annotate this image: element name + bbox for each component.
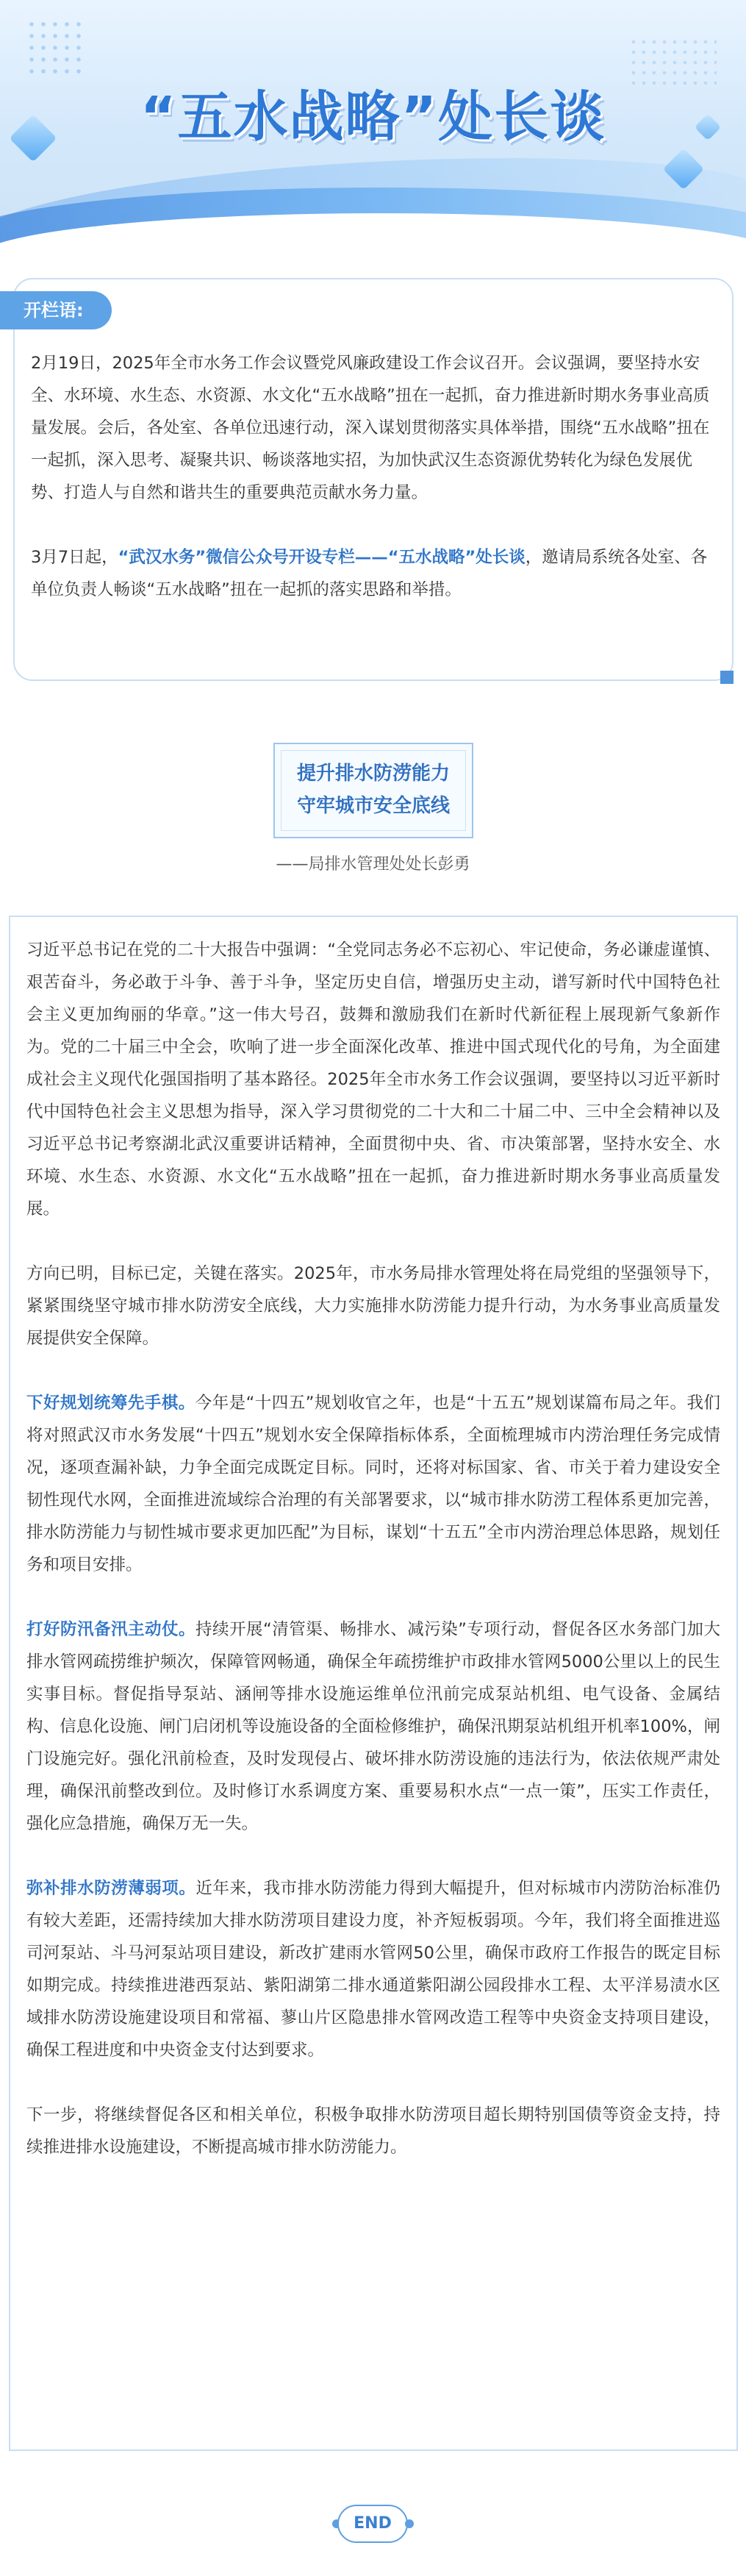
section-title-line: 提升排水防涝能力 bbox=[296, 763, 450, 785]
paragraph-text: 今年是“十四五”规划收官之年，也是“十五五”规划谋篇布局之年。我们将对照武汉市水务发展“十四五”规划水安全保障指标体系，全面梳理城市内涝治理任务完成情况，逐项查漏补缺，力争全面完成既定目标。同时，还将对标国家、省、市关于着力建设安全韧性现代水网，全面推进流域综合治理的有关部署要求，以“城市排水防涝工程体系更加完善，排水防涝能力与韧性城市要求更加匹配”为目标，谋划“十五五”全市内涝治理总体思路，规划任务和项目安排。 bbox=[26, 1394, 720, 1574]
decor-dot bbox=[405, 2519, 414, 2528]
decor-dots bbox=[26, 18, 85, 77]
article-paragraph: 方向已明，目标已定，关键在落实。2025年，市水务局排水管理处将在局党组的坚强领导下，紧紧围绕坚守城市排水防涝安全底线，大力实施排水防涝能力提升行动，为水务事业高质量发展提供安全保障。 bbox=[26, 1264, 720, 1348]
intro-body bbox=[31, 347, 720, 606]
decor-corner bbox=[720, 671, 734, 684]
article-paragraph bbox=[26, 1613, 720, 1840]
intro-tag: 开栏语: bbox=[0, 291, 112, 329]
end-badge: END bbox=[337, 2505, 408, 2543]
paragraph-lead: 打好防汛备汛主动仗。 bbox=[26, 1620, 196, 1639]
column-highlight: “武汉水务”微信公众号开设专栏——“五水战略”处长谈 bbox=[118, 548, 526, 567]
paragraph-lead: 下好规划统筹先手棋。 bbox=[26, 1394, 196, 1413]
paragraph-text: 持续开展“清管渠、畅排水、减污染”专项行动，督促各区水务部门加大排水管网疏捞维护频次，保障管网畅通，确保全年疏捞维护市政排水管网5000公里以上的民生实事目标。督促指导泵站、涵闸等排水设施运维单位汛前完成泵站机组、电气设备、金属结构、信息化设施、闸门启闭机等设施设备的全面检修维护，确保汛期泵站机组开机率100%，闸门设施完好。强化汛前检查，及时发现侵占、破坏排水防涝设施的违法行为，依法依规严肃处理，确保汛前整改到位。及时修订水系调度方案、重要易积水点“一点一策”，压实工作责任，强化应急措施，确保万无一失。 bbox=[26, 1620, 720, 1833]
paragraph-text: 近年来，我市排水防涝能力得到大幅提升，但对标城市内涝防治标准仍有较大差距，还需持续加大排水防涝项目建设力度，补齐短板弱项。今年，我们将全面推进巡司河泵站、斗马河泵站项目建设，新改扩建雨水管网50公里，确保市政府工作报告的既定目标如期完成。持续推进港西泵站、紫阳湖第二排水通道紫阳湖公园段排水工程、太平洋易渍水区域排水防涝设施建设项目和常福、蓼山片区隐患排水管网改造工程等中央资金支持项目建设，确保工程进度和中央资金支付达到要求。 bbox=[26, 1879, 720, 2060]
article-paragraph bbox=[26, 1872, 720, 2066]
article-paragraph bbox=[26, 1387, 720, 1581]
intro-text: ，邀请局系统各处室、各单位负责人畅谈“五水战略”扭在一起抓的落实思路和举措。 bbox=[31, 548, 708, 599]
intro-paragraph: 2月19日，2025年全市水务工作会议暨党风廉政建设工作会议召开。会议强调，要坚持水安全、水环境、水生态、水资源、水文化“五水战略”扭在一起抓，奋力推进新时期水务事业高质量发展。会后，各处室、各单位迅速行动，深入谋划贯彻落实具体举措，围绕“五水战略”扭在一起抓，深入思考、凝聚共识、畅谈落地实招，为加快武汉生态资源优势转化为绿色发展优势、打造人与自然和谐共生的重要典范贡献水务力量。 bbox=[31, 354, 710, 502]
article-paragraph: 下一步，将继续督促各区和相关单位，积极争取排水防涝项目超长期特别国债等资金支持，持续推进排水设施建设，不断提高城市排水防涝能力。 bbox=[26, 2105, 720, 2157]
section-title bbox=[273, 757, 473, 822]
section-title-line: 守牢城市安全底线 bbox=[296, 795, 450, 817]
author-line: ——局排水管理处处长彭勇 bbox=[276, 855, 470, 874]
header-banner bbox=[0, 0, 746, 243]
paragraph-lead: 弥补排水防涝薄弱项。 bbox=[26, 1879, 196, 1898]
page-title: “五水战略”处长谈 bbox=[140, 85, 606, 149]
article-paragraph: 习近平总书记在党的二十大报告中强调：“全党同志务必不忘初心、牢记使命，务必谦虚谨慎、艰苦奋斗，务必敢于斗争、善于斗争，坚定历史自信，增强历史主动，谱写新时代中国特色社会主义更加绚丽的华章。”这一伟大号召，鼓舞和激励我们在新时代新征程上展现新气象新作为。党的二十届三中全会，吹响了进一步全面深化改革、推进中国式现代化的号角，为全面建成社会主义现代化强国指明了基本路径。2025年全市水务工作会议强调，要坚持以习近平新时代中国特色社会主义思想为指导，深入学习贯彻党的二十大和二十届二中、三中全会精神以及习近平总书记考察湖北武汉重要讲话精神，全面贯彻中央、省、市决策部署，坚持水安全、水环境、水生态、水资源、水文化“五水战略”扭在一起抓，奋力推进新时期水务事业高质量发展。 bbox=[26, 941, 720, 1219]
article-body bbox=[26, 934, 720, 2163]
intro-paragraph bbox=[31, 541, 720, 606]
intro-text: 3月7日起， bbox=[31, 548, 118, 567]
